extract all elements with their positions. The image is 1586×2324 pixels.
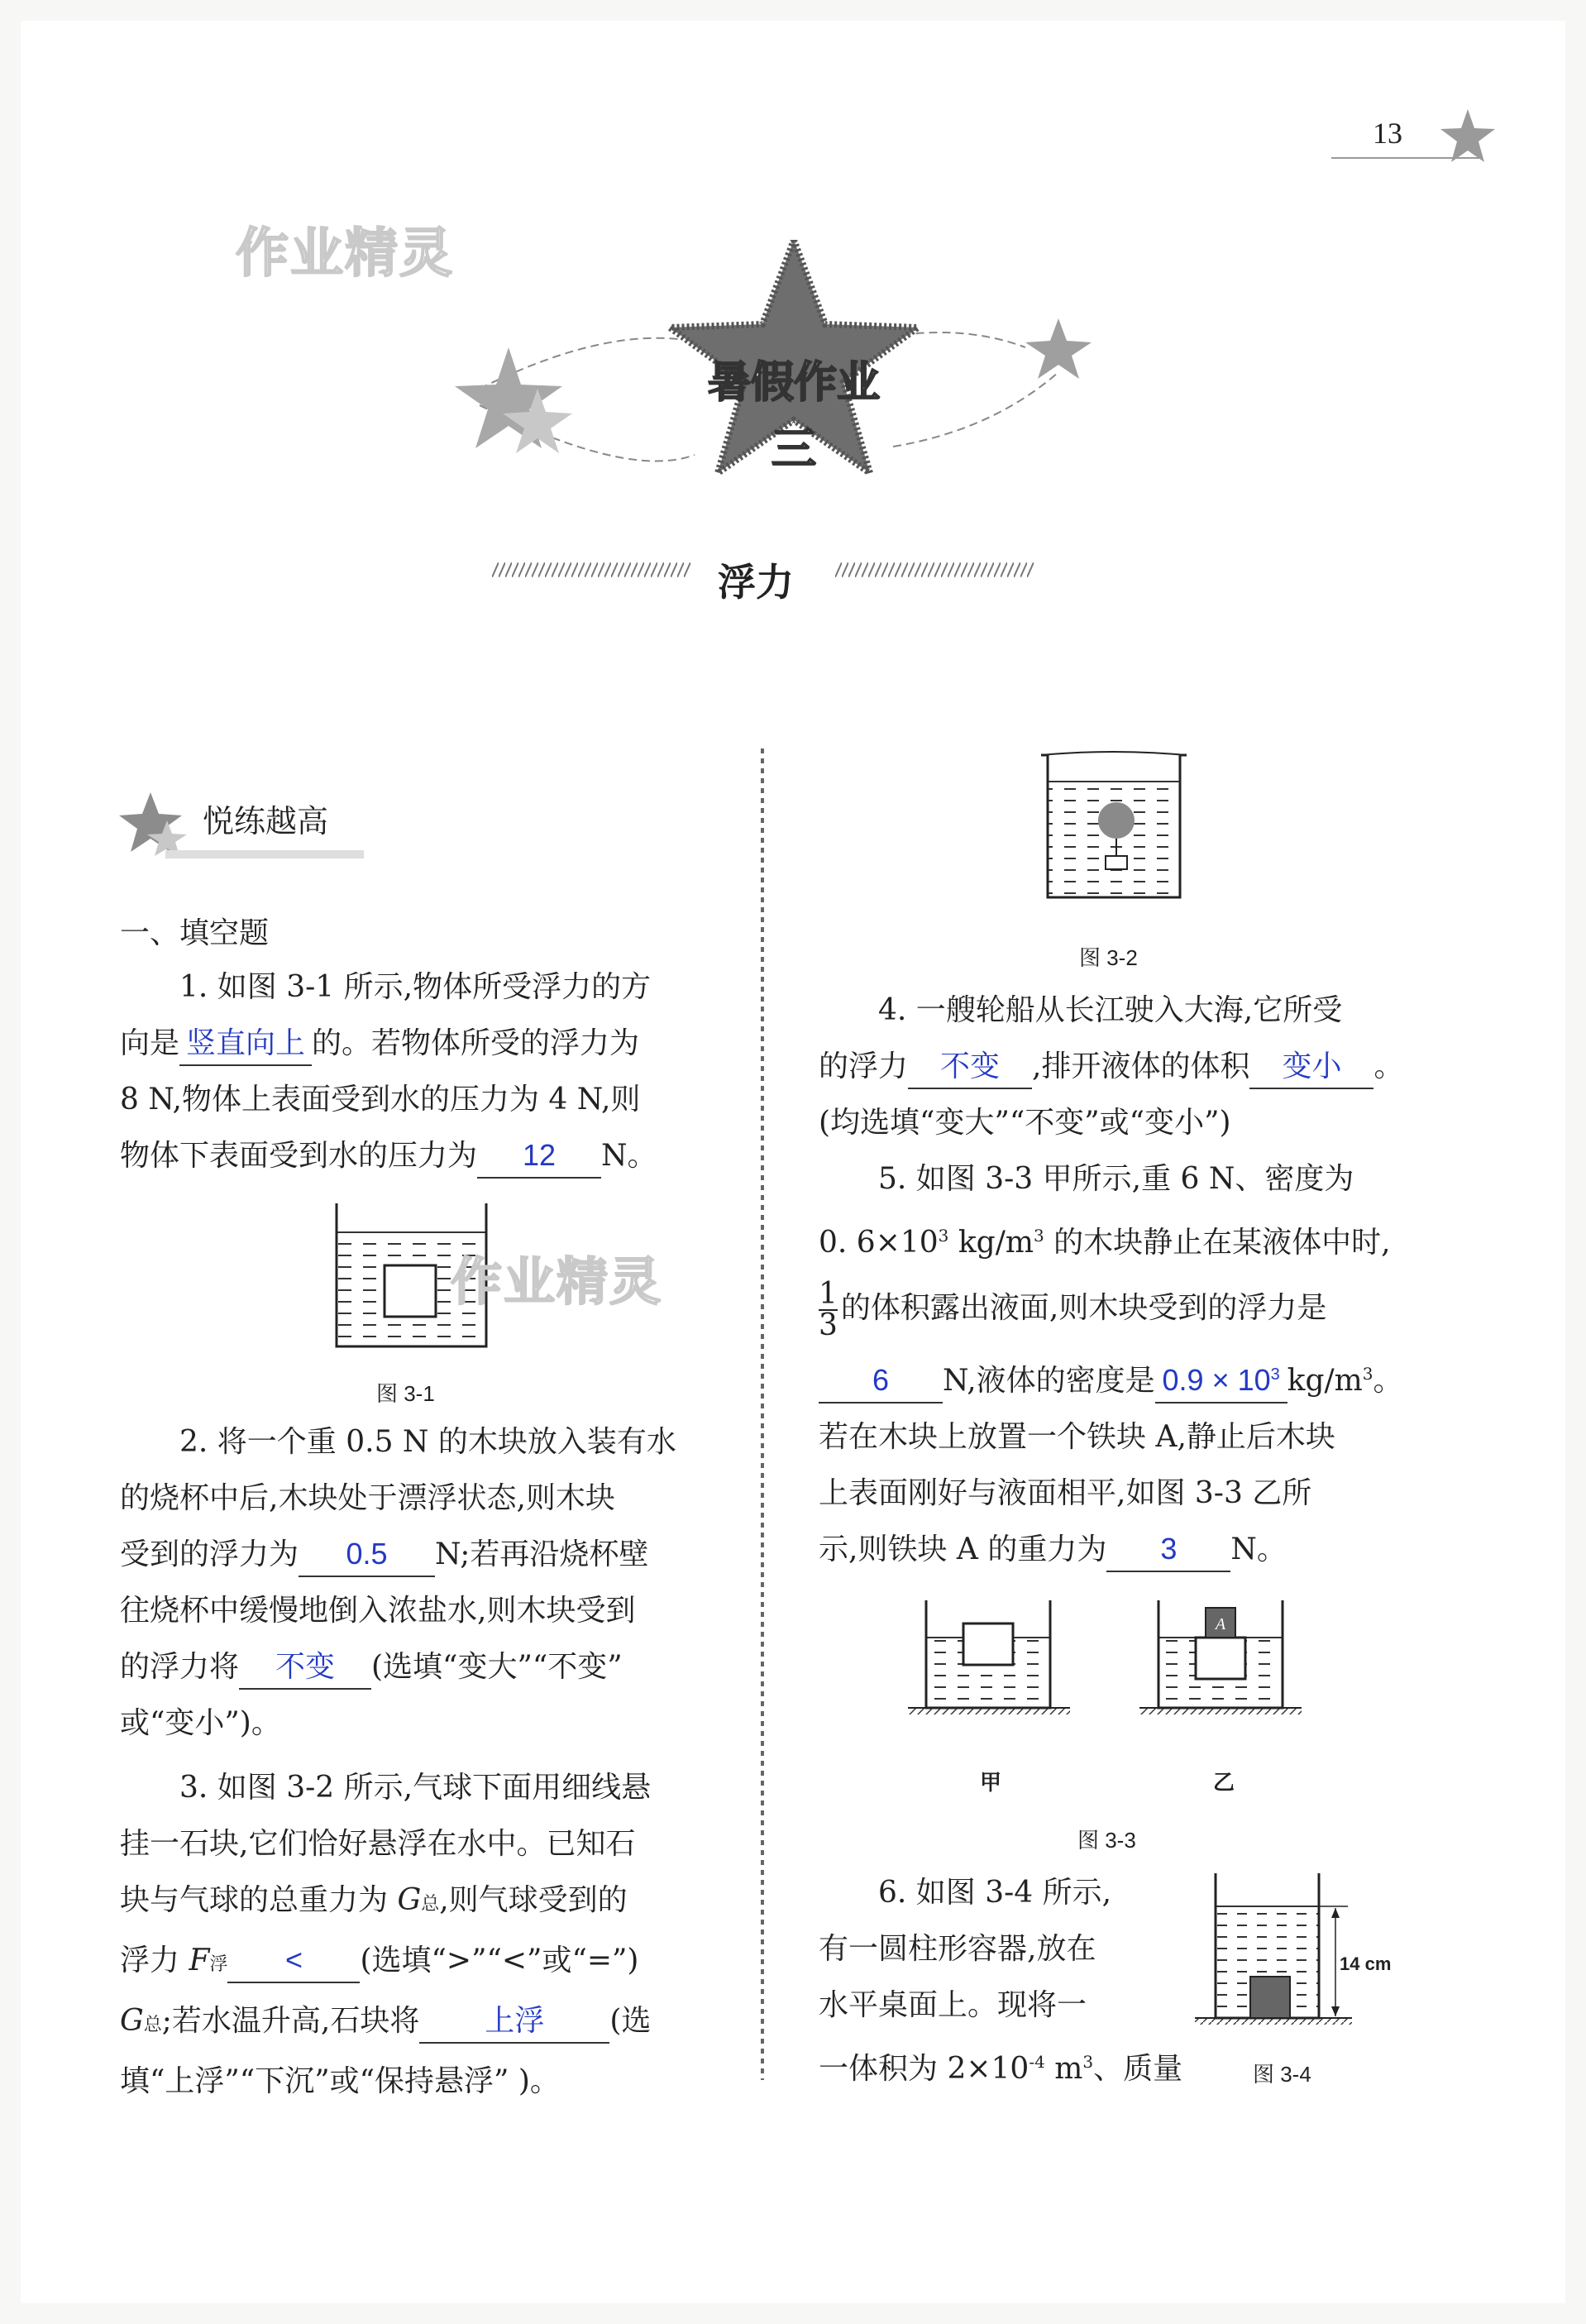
- q3-symbol-f: F: [189, 1944, 210, 1977]
- q3-line: 块与气球的总重力为: [120, 1883, 398, 1917]
- q5-answer-2[interactable]: [1155, 1353, 1287, 1403]
- q3-answer-1[interactable]: <: [227, 1939, 360, 1983]
- q4-line: 4. 一艘轮船从长江驶入大海,它所受: [878, 993, 1343, 1027]
- q6-line: 水平桌面上。现将一: [819, 1988, 1087, 2022]
- q3-line: 3. 如图 3-2 所示,气球下面用细线悬: [179, 1771, 652, 1805]
- question-6: [819, 1865, 1183, 2097]
- iron-block-label: A: [1215, 1615, 1226, 1633]
- star-icon: [1439, 108, 1497, 165]
- q5-line: kg/m: [1287, 1364, 1363, 1398]
- figure-3-4-dimension: 14 cm: [1340, 1953, 1392, 1974]
- figure-3-4-caption: 图 3-4: [1253, 2062, 1311, 2087]
- q5-line: 上表面刚好与液面相平,如图 3-3 乙所: [819, 1476, 1312, 1510]
- q6-line: 、质量: [1093, 2052, 1183, 2086]
- q2-line: 或“变小”)。: [120, 1706, 281, 1740]
- q2-line: (选填“变大”“不变”: [371, 1650, 623, 1684]
- q3-line: ,则气球受到的: [439, 1883, 628, 1917]
- figure-3-3-caption: 图 3-3: [1077, 1828, 1136, 1853]
- question-4: [819, 983, 1414, 1151]
- star-icon: [1025, 318, 1092, 379]
- q5-answer-2-base: 0.9 × 10: [1162, 1363, 1271, 1397]
- question-2: [120, 1414, 707, 1752]
- section-title: 悦练越高: [203, 803, 329, 839]
- q3-line: 填“上浮”“下沉”或“保持悬浮” )。: [120, 2064, 560, 2098]
- q1-line: 8 N,物体上表面受到水的压力为 4 N,则: [120, 1083, 641, 1117]
- q2-line: 往烧杯中缓慢地倒入浓盐水,则木块受到: [120, 1594, 636, 1628]
- q5-line: 的体积露出液面,则木块受到的浮力是: [840, 1291, 1327, 1325]
- q4-line: (均选填“变大”“不变”或“变小”): [819, 1106, 1231, 1140]
- q5-line: 。: [1373, 1364, 1403, 1398]
- question-3: [120, 1760, 707, 2110]
- q2-line: 受到的浮力为: [120, 1537, 299, 1571]
- q1-line: 物体下表面受到水的压力为: [120, 1139, 478, 1173]
- q4-line: 的浮力: [819, 1050, 909, 1083]
- star-icon: [455, 347, 572, 453]
- q6-line: m: [1044, 2052, 1083, 2086]
- figure-3-3: [908, 1600, 1313, 1716]
- q3-line: 挂一石块,它们恰好悬浮在水中。已知石: [120, 1827, 636, 1861]
- q5-line: 的木块静止在某液体中时,: [1044, 1226, 1391, 1260]
- q3-subscript: 浮: [209, 1954, 228, 1975]
- q6-sup: 3: [1082, 2052, 1094, 2072]
- title-hatch-left: [492, 562, 690, 577]
- q6-line: 一体积为 2×10: [819, 2052, 1029, 2086]
- figure-3-1-caption: 图 3-1: [376, 1381, 435, 1406]
- q1-line: 向是: [120, 1026, 180, 1060]
- q2-line: 的烧杯中后,木块处于漂浮状态,则木块: [120, 1481, 615, 1515]
- q5-line: 0. 6×10: [819, 1226, 939, 1260]
- q1-answer-2[interactable]: 12: [477, 1134, 601, 1179]
- q4-answer-1[interactable]: 不变: [908, 1045, 1032, 1089]
- q5-line: 若在木块上放置一个铁块 A,静止后木块: [819, 1420, 1335, 1454]
- q5-line: kg/m: [948, 1226, 1034, 1260]
- q5-sup: 3: [1362, 1364, 1373, 1384]
- q3-subscript: 总: [421, 1894, 440, 1915]
- q5-answer-3[interactable]: 3: [1106, 1528, 1230, 1572]
- q4-line: ,排开液体的体积: [1032, 1050, 1250, 1083]
- q3-symbol-g: G: [120, 2004, 144, 2038]
- q5-answer-1[interactable]: 6: [819, 1359, 943, 1403]
- q5-answer-2-sup: 3: [1270, 1365, 1280, 1384]
- q2-line: 的浮力将: [120, 1650, 240, 1684]
- q5-line: 5. 如图 3-3 甲所示,重 6 N、密度为: [878, 1162, 1354, 1196]
- q5-line: 示,则铁块 A 的重力为: [819, 1533, 1107, 1566]
- figure-3-3-label-right: 乙: [1213, 1770, 1235, 1795]
- q5-line: N,液体的密度是: [943, 1364, 1155, 1398]
- q5-fraction-numerator: 1: [819, 1277, 838, 1311]
- topic-title: 浮力: [718, 560, 794, 605]
- page-number: 13: [1373, 117, 1402, 150]
- q4-answer-2[interactable]: 变小: [1249, 1045, 1373, 1089]
- q5-line: N。: [1230, 1533, 1287, 1566]
- q2-line: 2. 将一个重 0.5 N 的木块放入装有水: [179, 1425, 676, 1459]
- q4-line: 。: [1373, 1050, 1404, 1083]
- figure-3-2: [1038, 748, 1191, 906]
- q3-answer-2[interactable]: 上浮: [419, 1999, 609, 2044]
- figure-3-4: [1195, 1873, 1360, 2039]
- q1-answer-1[interactable]: 竖直向上: [179, 1021, 312, 1066]
- q3-line: 浮力: [120, 1944, 189, 1977]
- q6-line: 6. 如图 3-4 所示,: [878, 1876, 1112, 1910]
- title-hatch-right: [835, 562, 1034, 577]
- question-1: [120, 959, 707, 1184]
- q5-fraction-denominator: 3: [819, 1308, 838, 1342]
- q1-line: N。: [601, 1139, 657, 1173]
- watermark: 作业精灵: [451, 1251, 663, 1312]
- q5-fraction: [819, 1279, 838, 1341]
- q2-answer-1[interactable]: 0.5: [299, 1533, 435, 1577]
- q3-line: (选: [609, 2004, 652, 2038]
- header-title-number: 三: [772, 423, 816, 475]
- q5-sup: 3: [938, 1226, 949, 1246]
- q3-subscript: 总: [143, 2015, 162, 2035]
- column-divider: [761, 748, 764, 2080]
- q3-line: (选填“>”“<”或“=”): [360, 1944, 639, 1977]
- figure-3-3-label-left: 甲: [980, 1770, 1002, 1795]
- question-5: [819, 1151, 1414, 1578]
- q6-line: 有一圆柱形容器,放在: [819, 1932, 1096, 1966]
- figure-3-2-caption: 图 3-2: [1079, 945, 1138, 970]
- q5-sup: 3: [1033, 1226, 1044, 1246]
- q1-line: 的。若物体所受的浮力为: [312, 1026, 640, 1060]
- q1-line: 1. 如图 3-1 所示,物体所受浮力的方: [179, 970, 652, 1004]
- header-title: 暑假作业: [707, 358, 880, 408]
- part-title: 一、填空题: [120, 916, 270, 950]
- watermark: 作业精灵: [236, 223, 454, 285]
- q6-sup: -4: [1029, 2052, 1045, 2072]
- q2-line: N;若再沿烧杯壁: [435, 1537, 649, 1571]
- q3-line: ;若水温升高,石块将: [161, 2004, 420, 2038]
- balloon-icon: [1098, 802, 1135, 839]
- q2-answer-2[interactable]: 不变: [239, 1645, 371, 1690]
- q3-symbol-g: G: [397, 1883, 422, 1917]
